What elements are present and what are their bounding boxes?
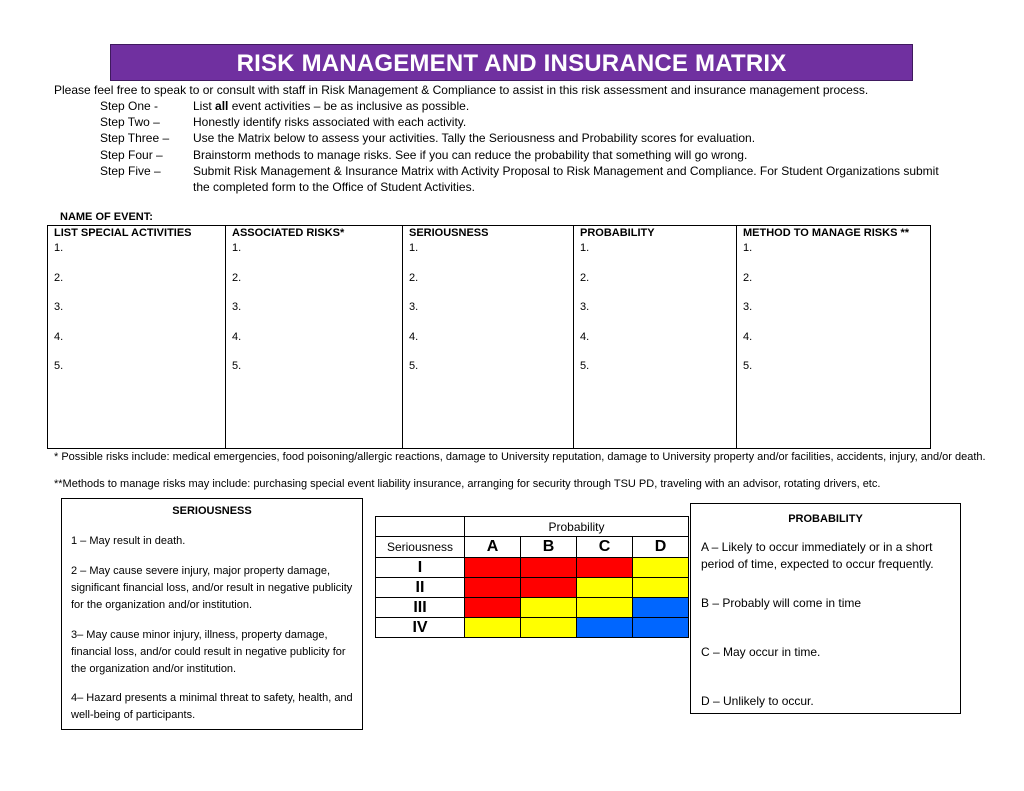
heat-cell (577, 618, 633, 638)
heat-cell (633, 558, 689, 578)
step-label: Step Two – (100, 115, 160, 129)
row-number: 1. (743, 242, 753, 254)
probability-title: PROBABILITY (788, 513, 863, 525)
row-number: 1. (232, 242, 242, 254)
title-banner (110, 44, 913, 81)
row-number: 5. (232, 360, 242, 372)
step-label: Step Five – (100, 164, 161, 178)
column-header: ASSOCIATED RISKS* (232, 227, 345, 239)
column-header: METHOD TO MANAGE RISKS ** (743, 227, 910, 239)
risk-matrix-table (47, 225, 931, 449)
heat-cell (521, 578, 577, 598)
row-number: 1. (54, 242, 64, 254)
row-number: 4. (409, 331, 419, 343)
probability-column-label: B (521, 537, 577, 558)
row-number: 5. (580, 360, 590, 372)
matrix-column-risks (225, 226, 402, 448)
step-text: Use the Matrix below to assess your activities. Tally the Seriousness and Probability scores for evaluation. (193, 131, 756, 145)
row-number: 2. (743, 272, 753, 284)
seriousness-item: 2 – May cause severe injury, major property damage, significant financial loss, and/or result in negative publicity for the organization and/or institution. (71, 565, 353, 611)
matrix-column-probability (573, 226, 736, 448)
heat-cell (577, 598, 633, 618)
event-name-label: NAME OF EVENT: (60, 211, 153, 223)
heat-corner (376, 517, 465, 537)
risk-heat-matrix (375, 516, 689, 638)
seriousness-item: 3– May cause minor injury, illness, property damage, financial loss, and/or could result in negative publicity for the organization and/or institution. (71, 629, 346, 675)
row-number: 2. (580, 272, 590, 284)
probability-column-label: A (465, 537, 521, 558)
probability-header: Probability (465, 517, 689, 537)
step-text: List all event activities – be as inclusive as possible. (193, 99, 470, 113)
row-number: 3. (580, 301, 590, 313)
step-text: Submit Risk Management & Insurance Matrix with Activity Proposal to Risk Management and Compliance. For Student Organizations submit the completed form to the Office of Student Activities. (193, 164, 939, 194)
heat-cell (465, 618, 521, 638)
column-header: LIST SPECIAL ACTIVITIES (54, 227, 192, 239)
row-number: 4. (232, 331, 242, 343)
row-number: 2. (54, 272, 64, 284)
column-header: SERIOUSNESS (409, 227, 489, 239)
row-number: 3. (54, 301, 64, 313)
methods-footnote: **Methods to manage risks may include: purchasing special event liability insurance, arranging for security through TSU PD, traveling with an advisor, rotating drivers, etc. (54, 478, 881, 490)
step-label: Step Three – (100, 131, 170, 145)
row-number: 5. (743, 360, 753, 372)
row-number: 4. (743, 331, 753, 343)
heat-cell (521, 618, 577, 638)
seriousness-legend (61, 498, 363, 730)
seriousness-title: SERIOUSNESS (172, 505, 252, 517)
row-number: 5. (409, 360, 419, 372)
heat-cell (577, 578, 633, 598)
heat-cell (633, 598, 689, 618)
probability-legend (690, 503, 961, 714)
seriousness-header: Seriousness (376, 537, 465, 558)
row-number: 5. (54, 360, 64, 372)
risks-footnote: * Possible risks include: medical emergencies, food poisoning/allergic reactions, damage to University reputation, damage to University property and/or facilities, accidents, injury, and/or death. (54, 451, 986, 463)
heat-cell (465, 558, 521, 578)
heat-cell (521, 598, 577, 618)
probability-item: D – Unlikely to occur. (701, 694, 814, 708)
probability-column-label: D (633, 537, 689, 558)
step-text: Honestly identify risks associated with each activity. (193, 115, 467, 129)
row-number: 1. (409, 242, 419, 254)
seriousness-item: 4– Hazard presents a minimal threat to safety, health, and well-being of participants. (71, 692, 353, 721)
row-number: 2. (409, 272, 419, 284)
row-number: 4. (54, 331, 64, 343)
heat-cell (521, 558, 577, 578)
probability-item: A – Likely to occur immediately or in a short period of time, expected to occur frequently. (701, 540, 934, 571)
intro-text: Please feel free to speak to or consult with staff in Risk Management & Compliance to assist in this risk assessment and insurance management process. (54, 83, 869, 97)
heat-cell (633, 618, 689, 638)
probability-item: C – May occur in time. (701, 645, 821, 659)
heat-cell (577, 558, 633, 578)
seriousness-row-label: II (376, 578, 465, 598)
heat-cell (465, 598, 521, 618)
row-number: 3. (743, 301, 753, 313)
matrix-column-methods (736, 226, 930, 448)
heat-cell (465, 578, 521, 598)
matrix-column-seriousness (402, 226, 573, 448)
seriousness-row-label: III (376, 598, 465, 618)
seriousness-row-label: I (376, 558, 465, 578)
heat-cell (633, 578, 689, 598)
row-number: 4. (580, 331, 590, 343)
step-text: Brainstorm methods to manage risks. See if you can reduce the probability that something will go wrong. (193, 148, 748, 162)
seriousness-item: 1 – May result in death. (71, 535, 186, 547)
step-label: Step Four – (100, 148, 163, 162)
row-number: 3. (232, 301, 242, 313)
probability-item: B – Probably will come in time (701, 596, 862, 610)
row-number: 1. (580, 242, 590, 254)
row-number: 2. (232, 272, 242, 284)
column-header: PROBABILITY (580, 227, 655, 239)
matrix-column-activities (48, 226, 225, 448)
seriousness-row-label: IV (376, 618, 465, 638)
probability-column-label: C (577, 537, 633, 558)
step-label: Step One - (100, 99, 159, 113)
row-number: 3. (409, 301, 419, 313)
page-title: RISK MANAGEMENT AND INSURANCE MATRIX (236, 50, 787, 77)
